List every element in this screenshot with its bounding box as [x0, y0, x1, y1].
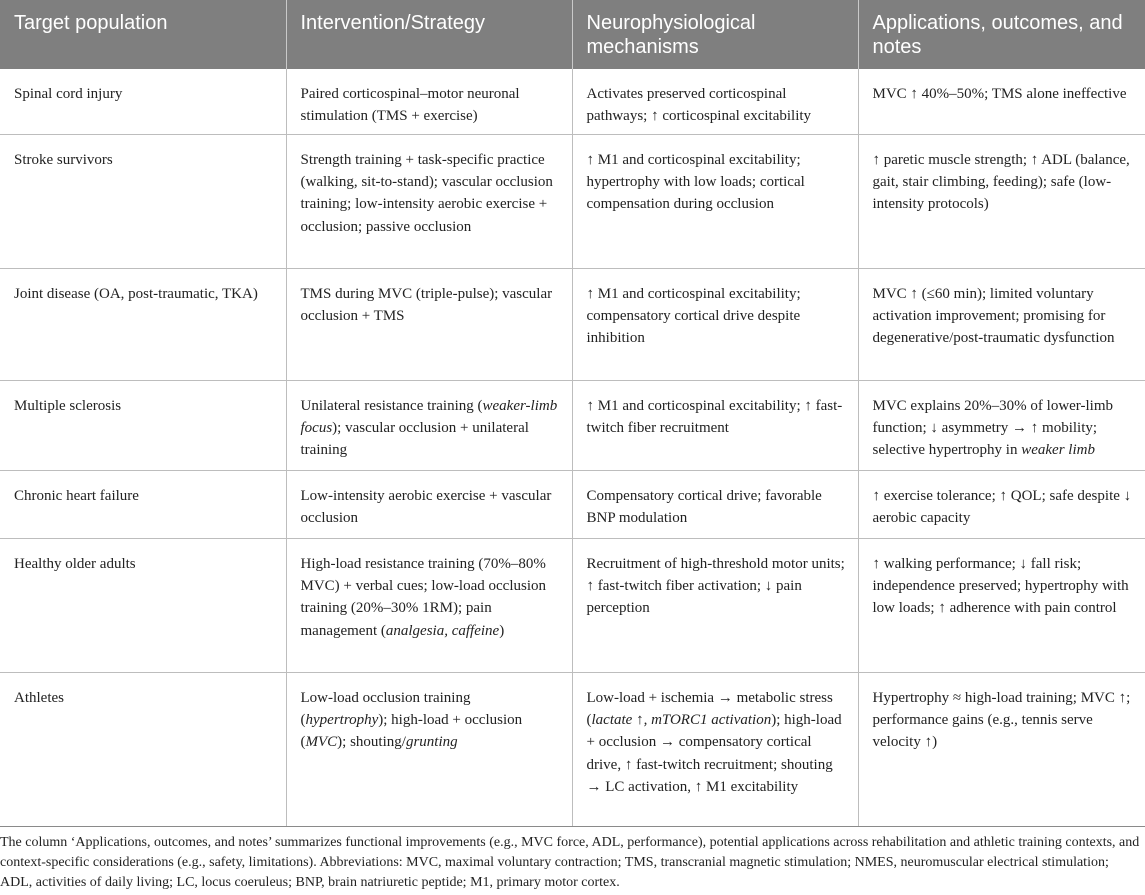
cell-intervention [286, 134, 572, 268]
cell-outcomes [858, 268, 1145, 380]
cell-text-italic: lactate ↑, mTORC1 activation [591, 711, 772, 728]
cell-mechanisms [572, 268, 858, 380]
cell-mechanisms [572, 672, 858, 826]
cell-text: MVC ↑ 40%–50%; TMS alone ineffective [872, 86, 1127, 102]
cell-text: ↑ M1 and corticospinal excitability; hypertrophy with low loads; cortical compensation during occlusion [586, 151, 805, 213]
table-row [0, 380, 1145, 470]
cell-intervention [286, 268, 572, 380]
cell-text: ↑ walking performance; ↓ fall risk; independence preserved; hypertrophy with low loads; ↑ adherence with pain control [872, 555, 1129, 617]
cell-population: Healthy older adults [0, 538, 286, 672]
cell-text: Unilateral resistance training ( [300, 397, 483, 414]
cell-text: MVC ↑ (≤60 min); limited voluntary activation improvement; promising for degenerative/post-traumatic dysfunction [872, 285, 1115, 347]
cell-text: ↑ M1 and corticospinal excitability; compensatory cortical drive despite inhibition [586, 285, 801, 347]
cell-text: Compensatory cortical drive; favorable BNP modulation [586, 487, 822, 526]
cell-mechanisms [572, 69, 858, 134]
cell-text: ); high-load + occlusion ( [300, 711, 523, 751]
cell-population: Chronic heart failure [0, 470, 286, 538]
cell-text-italic: hypertrophy [305, 711, 379, 728]
cell-text-italic: weaker limb [1021, 442, 1095, 459]
cell-text-italic: grunting [405, 734, 458, 751]
cell-text: Low-load + ischemia → metabolic stress ( [586, 689, 833, 728]
cell-population: Multiple sclerosis [0, 380, 286, 470]
cell-text: Hypertrophy ≈ high-load training; MVC ↑; performance gains (e.g., tennis serve velocity ↑) [872, 689, 1131, 751]
table-footnote: The column ‘Applications, outcomes, and notes’ summarizes functional improvements (e.g., MVC force, ADL, performance), potential applications across rehabilitation and athletic training contexts, and context-specific considerations (e.g., safety, limitations). Abbreviations: MVC, maximal voluntary contraction; TMS, transcranial magnetic stimulation; NMES, neuromuscular electrical stimulation; ADL, activities of daily living; LC, locus coeruleus; BNP, brain natriuretic peptide; M1, primary motor cortex. [0, 835, 1140, 890]
cell-outcomes [858, 69, 1145, 134]
cell-text-italic: weaker-limb focus [300, 397, 558, 436]
cell-intervention [286, 380, 572, 470]
cell-mechanisms [572, 470, 858, 538]
cell-text: Low-load occlusion training ( [300, 689, 471, 728]
table-row [0, 672, 1145, 826]
cell-mechanisms [572, 134, 858, 268]
cell-text: Paired corticospinal–motor neuronal stimulation (TMS + exercise) [300, 86, 520, 125]
cell-intervention [286, 69, 572, 134]
cell-text: ); vascular occlusion + unilateral training [300, 419, 529, 459]
cell-text-italic: MVC [305, 734, 338, 751]
cell-intervention [286, 672, 572, 826]
header-row [0, 0, 1145, 69]
cell-text: ↑ exercise tolerance; ↑ QOL; safe despite ↓ aerobic capacity [872, 487, 1132, 526]
col-header-outcomes: Applications, outcomes, and notes [858, 0, 1145, 69]
cell-text: MVC explains 20%–30% of lower-limb function; ↓ asymmetry → ↑ mobility; selective hypertrophy in [872, 397, 1113, 459]
cell-outcomes [858, 672, 1145, 826]
cell-text-italic: analgesia, caffeine [385, 622, 500, 639]
cell-text: High-load resistance training (70%–80% MVC) + verbal cues; low-load occlusion training (20%–30% 1RM); pain management ( [300, 555, 546, 639]
col-header-target-population: Target population [0, 0, 286, 69]
cell-text: ); shouting/ [337, 734, 406, 751]
cell-intervention [286, 538, 572, 672]
cell-population: Spinal cord injury [0, 69, 286, 134]
cell-population: Athletes [0, 672, 286, 826]
table-header [0, 0, 1145, 69]
cell-text: TMS during MVC (triple-pulse); vascular occlusion + TMS [300, 285, 553, 324]
cell-text: Activates preserved corticospinal pathways; ↑ corticospinal excitability [586, 86, 812, 125]
table-row [0, 470, 1145, 538]
cell-text: ↑ paretic muscle strength; ↑ ADL (balance, gait, stair climbing, feeding); safe (low-intensity protocols) [872, 151, 1130, 213]
cell-text: ); high-load + occlusion → compensatory cortical drive, ↑ fast-twitch recruitment; shouting → LC activation, ↑ M1 excitability [586, 711, 842, 796]
cell-text: ) [499, 622, 505, 639]
table-row [0, 69, 1145, 134]
cell-text: ↑ M1 and corticospinal excitability; ↑ fast-twitch fiber recruitment [586, 397, 843, 436]
col-header-intervention: Intervention/Strategy [286, 0, 572, 69]
cell-text: Recruitment of high-threshold motor units; ↑ fast-twitch fiber activation; ↓ pain perception [586, 555, 845, 617]
cell-outcomes [858, 134, 1145, 268]
cell-outcomes [858, 470, 1145, 538]
cell-outcomes [858, 538, 1145, 672]
cell-intervention [286, 470, 572, 538]
cell-outcomes [858, 380, 1145, 470]
cell-population: Joint disease (OA, post-traumatic, TKA) [0, 268, 286, 380]
table-row [0, 134, 1145, 268]
cell-mechanisms [572, 538, 858, 672]
cell-population: Stroke survivors [0, 134, 286, 268]
cell-text: Strength training + task-specific practice (walking, sit-to-stand); vascular occlusion training; low-intensity aerobic exercise + occlusion; passive occlusion [300, 151, 553, 235]
cell-text: Low-intensity aerobic exercise + vascular occlusion [300, 487, 552, 526]
table-row [0, 268, 1145, 380]
col-header-mechanisms: Neurophysiological mechanisms [572, 0, 858, 69]
cell-mechanisms [572, 380, 858, 470]
table-row [0, 538, 1145, 672]
